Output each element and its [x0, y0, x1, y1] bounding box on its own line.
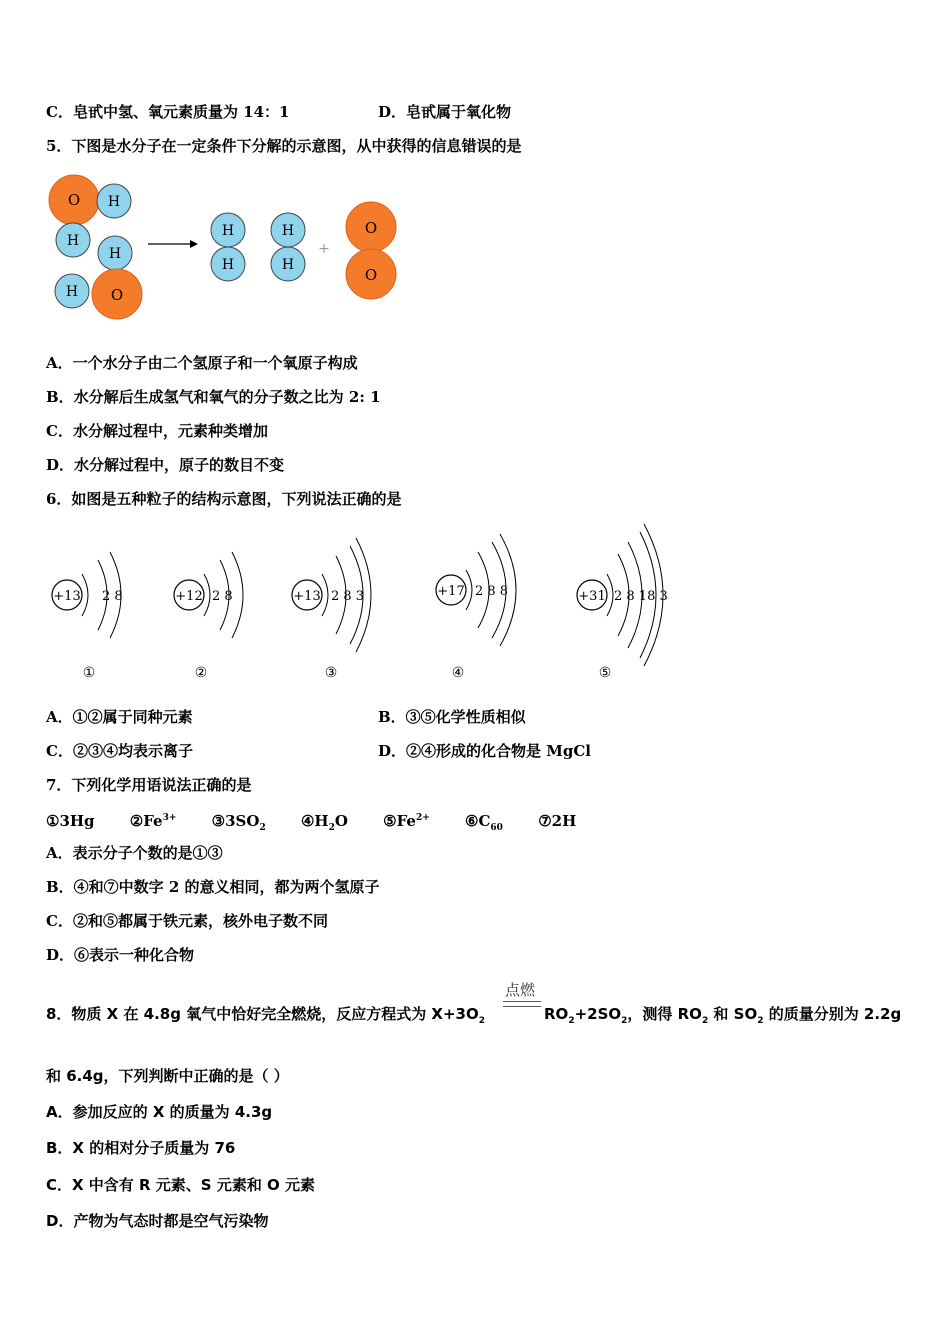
particle-label: ①	[82, 665, 96, 681]
reaction-equals-sign	[503, 1001, 541, 1007]
q5-option-a: A．一个水分子由二个氢原子和一个氧原子构成	[46, 354, 358, 372]
particle-label: ②	[194, 665, 208, 681]
formula-2: $②Fe^{3+}$	[129, 812, 177, 830]
particle-label: ③	[324, 665, 338, 681]
formula-3: $③3SO_2$	[211, 812, 266, 833]
q6-option-b: B．③⑤化学性质相似	[378, 708, 526, 726]
shell-electrons: 2 8 8	[475, 584, 509, 599]
q7-option-b: B．④和⑦中数字 2 的意义相同，都为两个氢原子	[46, 878, 380, 896]
q7-option-a: A．表示分子个数的是①③	[46, 844, 223, 862]
arrow-head	[190, 240, 198, 248]
particle-2	[174, 552, 243, 681]
atom-label-h: H	[221, 223, 235, 239]
shell-electrons: 2 8 18 3	[614, 589, 668, 604]
atom-label-o: O	[67, 191, 81, 209]
nucleus-charge: +17	[437, 584, 465, 599]
particle-5	[577, 524, 668, 681]
shell-electrons: 2 8	[212, 589, 233, 604]
q4-option-c: C．皂甙中氢、氧元素质量为 14：1	[46, 103, 290, 121]
nucleus-charge: +13	[293, 589, 321, 604]
q6-stem: 6．如图是五种粒子的结构示意图，下列说法正确的是	[46, 490, 402, 508]
q8-option-b: B．X 的相对分子质量为 76	[46, 1139, 236, 1157]
q8-stem-part2: $RO_2+2SO_2$，测得 $RO_2$ 和 $SO_2$ 的质量分别为 2.2g	[544, 1005, 902, 1026]
formula-7: ⑦2H	[538, 812, 577, 830]
nucleus-charge: +12	[175, 589, 203, 604]
q4-option-d: D．皂甙属于氧化物	[378, 103, 512, 121]
reaction-condition: 点燃	[505, 981, 536, 999]
q5-stem: 5．下图是水分子在一定条件下分解的示意图，从中获得的信息错误的是	[46, 137, 522, 155]
atom-label-h: H	[107, 194, 121, 210]
nucleus-charge: +13	[53, 589, 81, 604]
particle-3	[292, 538, 371, 681]
q8-option-c: C．X 中含有 R 元素、S 元素和 O 元素	[46, 1176, 316, 1194]
q8-option-a: A．参加反应的 X 的质量为 4.3g	[46, 1103, 273, 1121]
formula-6: $⑥C_{60}$	[465, 812, 503, 833]
shell-electrons: 2 8 3	[331, 589, 365, 604]
nucleus-charge: +31	[578, 589, 606, 604]
water-decomposition-diagram	[44, 172, 404, 322]
q7-option-c: C．②和⑤都属于铁元素，核外电子数不同	[46, 912, 328, 930]
formula-1: ①3Hg	[46, 812, 95, 830]
formula-5: $⑤Fe^{2+}$	[383, 812, 430, 830]
atom-label-o: O	[110, 286, 124, 304]
q7-option-d: D．⑥表示一种化合物	[46, 946, 195, 964]
atom-label-h: H	[221, 257, 235, 273]
q7-stem: 7．下列化学用语说法正确的是	[46, 776, 252, 794]
particle-4	[436, 534, 516, 681]
q5-option-c: C．水分解过程中，元素种类增加	[46, 422, 268, 440]
q8-option-d: D．产物为气态时都是空气污染物	[46, 1212, 269, 1230]
q6-option-d: D．②④形成的化合物是 MgCl	[378, 742, 591, 760]
particle-label: ⑤	[598, 665, 612, 681]
atom-label-h: H	[108, 246, 122, 262]
q5-option-b: B．水分解后生成氢气和氧气的分子数之比为 2: 1	[46, 388, 381, 406]
particle-1	[52, 552, 123, 681]
atom-label-o: O	[364, 219, 378, 237]
q6-option-c: C．②③④均表示离子	[46, 742, 193, 760]
atom-label-h: H	[65, 284, 79, 300]
atom-label-h: H	[281, 223, 295, 239]
atom-label-o: O	[364, 266, 378, 284]
plus-sign: +	[318, 241, 330, 257]
shell-electrons: 2 8	[102, 589, 123, 604]
q6-option-a: A．①②属于同种元素	[46, 708, 193, 726]
particle-structure-diagrams	[44, 520, 684, 688]
q8-stem-part1: 8．物质 X 在 4.8g 氧气中恰好完全燃烧，反应方程式为 $X+3O_2$	[46, 1005, 486, 1026]
formula-4: $④H_2O$	[300, 812, 348, 833]
q5-option-d: D．水分解过程中，原子的数目不变	[46, 456, 285, 474]
particle-label: ④	[451, 665, 465, 681]
atom-label-h: H	[66, 233, 80, 249]
q7-formula-list	[46, 808, 606, 838]
atom-label-h: H	[281, 257, 295, 273]
q8-stem-continued: 和 6.4g，下列判断中正确的是（ ）	[46, 1067, 289, 1085]
